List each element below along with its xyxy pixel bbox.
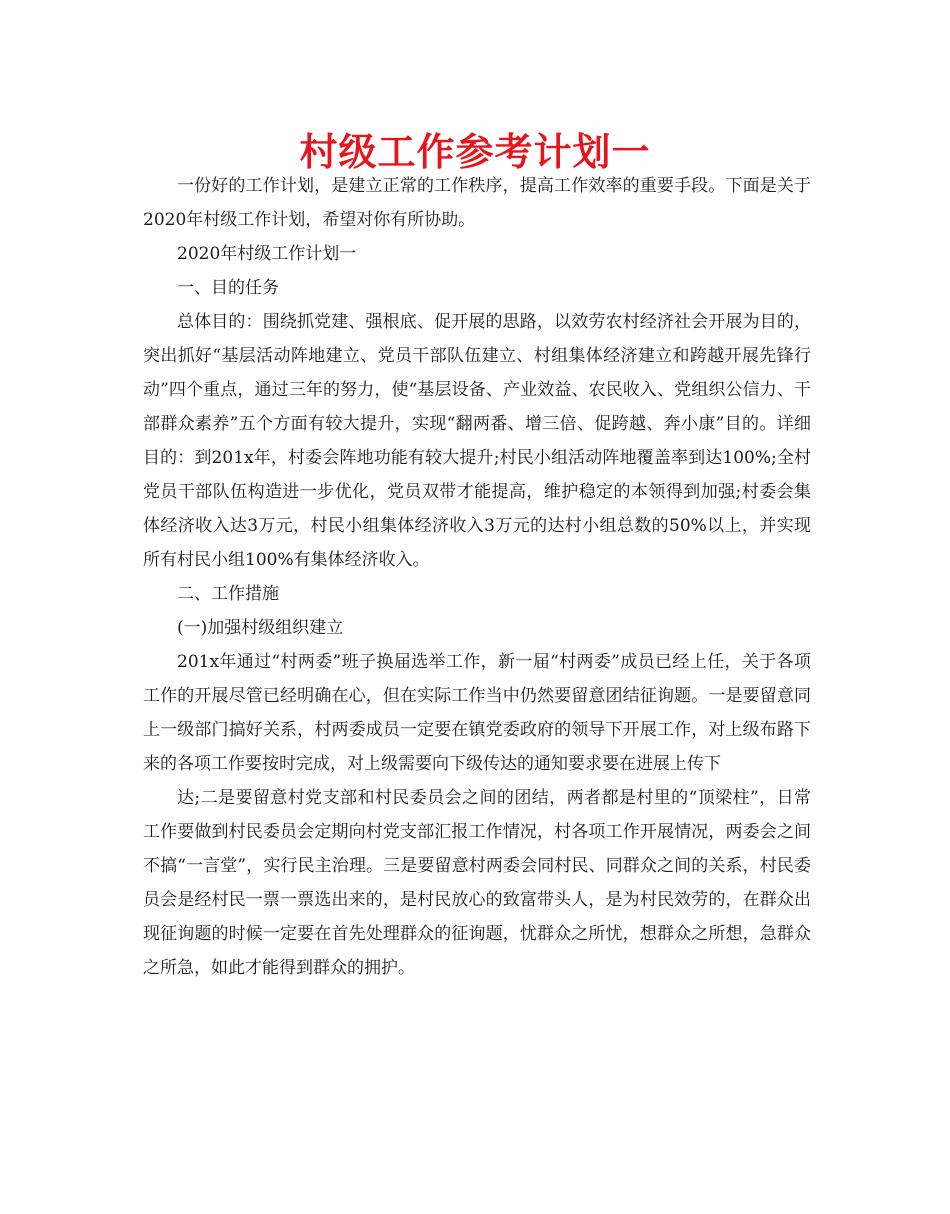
section-heading-goals: 一、目的任务 (177, 278, 279, 298)
section-heading-measures: 二、工作措施 (177, 584, 279, 604)
paragraph-subtitle: 2020年村级工作计划一 (177, 244, 357, 264)
paragraph-goals: 总体目的：围绕抓党建、强根底、促开展的思路，以效劳农村经济社会开展为目的，突出抓好“基层活动阵地建立、党员干部队伍建立、村组集体经济建立和跨越开展先锋行动”四个重点，通过三年的努力，使“基层设备、产业效益、农民收入、党组织公信力、干部群众素养”五个方面有较大提升，实现“翻两番、增三倍、促跨越、奔小康”目的。详细目的：到201x年，村委会阵地功能有较大提升;村民小组活动阵地覆盖率到达100%;全村党员干部队伍构造进一步优化，党员双带才能提高，维护稳定的本领得到加强;村委会集体经济收入达3万元，村民小组集体经济收入3万元的达村小组总数的50%以上，并实现所有村民小组100%有集体经济收入。 (143, 312, 811, 570)
paragraph-organization-1: 201x年通过“村两委”班子换届选举工作，新一届“村两委”成员已经上任，关于各项工作的开展尽管已经明确在心，但在实际工作当中仍然要留意团结征询题。一是要留意同上一级部门搞好关系，村两委成员一定要在镇党委政府的领导下开展工作，对上级布路下来的各项工作要按时完成，对上级需要向下级传达的通知要求要在进展上传下 (143, 652, 811, 774)
paragraph-intro: 一份好的工作计划，是建立正常的工作秩序，提高工作效率的重要手段。下面是关于2020年村级工作计划，希望对你有所协助。 (143, 176, 811, 230)
subsection-heading-organization: (一)加强村级组织建立 (177, 618, 344, 638)
document-title: 村级工作参考计划一 (299, 130, 651, 174)
document-body (143, 169, 811, 985)
paragraph-organization-2: 达;二是要留意村党支部和村民委员会之间的团结，两者都是村里的“顶梁柱”，日常工作要做到村民委员会定期向村党支部汇报工作情况，村各项工作开展情况，两委会之间不搞“一言堂”，实行民主治理。三是要留意村两委会同村民、同群众之间的关系，村民委员会是经村民一票一票选出来的，是村民放心的致富带头人，是为村民效劳的，在群众出现征询题的时候一定要在首先处理群众的征询题，忧群众之所忧，想群众之所想，急群众之所急，如此才能得到群众的拥护。 (143, 788, 811, 978)
